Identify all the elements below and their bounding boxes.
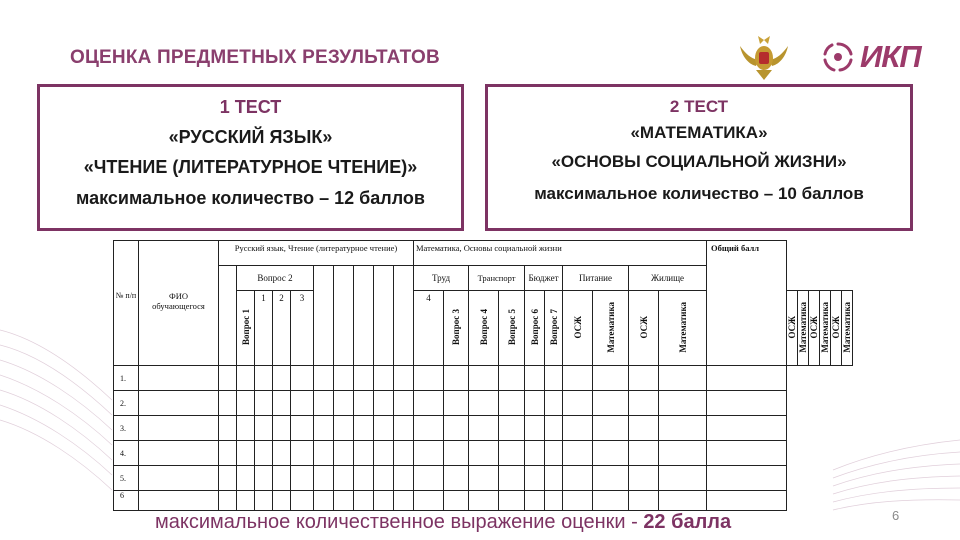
row-number: 1. xyxy=(114,366,139,391)
row-number: 3. xyxy=(114,416,139,441)
q4-label: Вопрос 4 xyxy=(478,309,489,345)
topic-transport: Транспорт xyxy=(469,266,525,291)
group-russian-header: Русский язык, Чтение (литературное чтение) xyxy=(219,241,414,266)
topic-trud: Труд xyxy=(414,266,469,291)
q1-spacer xyxy=(219,266,237,366)
footer-summary xyxy=(155,511,731,534)
topic-pitanie: Питание xyxy=(563,266,629,291)
q2-sub2: 2 xyxy=(273,291,291,366)
total-score-header: Общий балл xyxy=(707,241,787,366)
table-row xyxy=(114,491,853,511)
test1-heading: 1 ТЕСТ xyxy=(219,97,282,117)
q2-sub3: 3 xyxy=(291,291,314,366)
q2-sub1: 1 xyxy=(255,291,273,366)
table-row xyxy=(114,416,853,441)
group-math-header: Математика, Основы социальной жизни xyxy=(414,241,707,266)
table-row xyxy=(114,366,853,391)
test2-max-score: максимальное количество – 10 баллов xyxy=(534,184,864,203)
test1-subject1: «РУССКИЙ ЯЗЫК» xyxy=(168,127,333,147)
page-number: 6 xyxy=(892,508,900,523)
transport-osj: ОСЖ xyxy=(638,315,649,339)
table-row xyxy=(114,441,853,466)
q7-spacer xyxy=(394,266,414,366)
pitanie-math: Математика xyxy=(820,301,830,353)
test1-max-score: максимальное количество – 12 баллов xyxy=(76,188,425,208)
row-number: 2. xyxy=(114,391,139,416)
test1-box xyxy=(37,84,464,231)
col-fio-header: ФИО обучающегося xyxy=(139,291,219,366)
col-num-header: № п/п xyxy=(114,291,139,366)
footer-score: 22 балла xyxy=(643,511,732,533)
header-empty-fio xyxy=(139,241,219,291)
footer-text: максимальное количественное выражение оценки - xyxy=(155,511,644,533)
q4-spacer xyxy=(334,266,354,366)
q2-sub4: 4 xyxy=(414,291,444,366)
table-row xyxy=(114,466,853,491)
table-row xyxy=(114,391,853,416)
page-title: ОЦЕНКА ПРЕДМЕТНЫХ РЕЗУЛЬТАТОВ xyxy=(70,47,440,68)
eagle-emblem-icon xyxy=(736,34,792,82)
ikp-logo-icon xyxy=(820,40,856,74)
test2-heading: 2 ТЕСТ xyxy=(669,97,729,116)
row-number: 4. xyxy=(114,441,139,466)
trud-math: Математика xyxy=(605,301,616,353)
topic-zhilische: Жилище xyxy=(629,266,707,291)
ikp-logo-text: ИКП xyxy=(860,39,921,74)
test2-box xyxy=(485,84,913,231)
q5-spacer xyxy=(354,266,374,366)
test2-subject2: «ОСНОВЫ СОЦИАЛЬНОЙ ЖИЗНИ» xyxy=(551,152,847,171)
ikp-logo xyxy=(820,40,921,74)
q3-label: Вопрос 3 xyxy=(451,309,461,345)
q6-label: Вопрос 6 xyxy=(529,309,540,345)
header-empty-num xyxy=(114,241,139,291)
transport-math: Математика xyxy=(677,301,688,353)
topic-budget: Бюджет xyxy=(525,266,563,291)
q2-header: Вопрос 2 xyxy=(237,266,314,291)
test1-subject2: «ЧТЕНИЕ (ЛИТЕРАТУРНОЕ ЧТЕНИЕ)» xyxy=(83,157,418,177)
test2-subject1: «МАТЕМАТИКА» xyxy=(630,123,768,142)
q6-spacer xyxy=(374,266,394,366)
zhilische-osj: ОСЖ xyxy=(831,315,841,339)
budget-math: Математика xyxy=(798,301,808,353)
q1-label: Вопрос 1 xyxy=(240,309,251,345)
q5-label: Вопрос 5 xyxy=(506,309,517,345)
q3-spacer xyxy=(314,266,334,366)
results-table xyxy=(113,240,853,511)
row-number: 5. xyxy=(114,466,139,491)
budget-osj: ОСЖ xyxy=(787,315,797,339)
pitanie-osj: ОСЖ xyxy=(809,315,819,339)
q7-label: Вопрос 7 xyxy=(548,309,559,345)
zhilische-math: Математика xyxy=(842,301,852,353)
trud-osj: ОСЖ xyxy=(572,315,583,339)
row-number: 6 xyxy=(114,491,139,511)
